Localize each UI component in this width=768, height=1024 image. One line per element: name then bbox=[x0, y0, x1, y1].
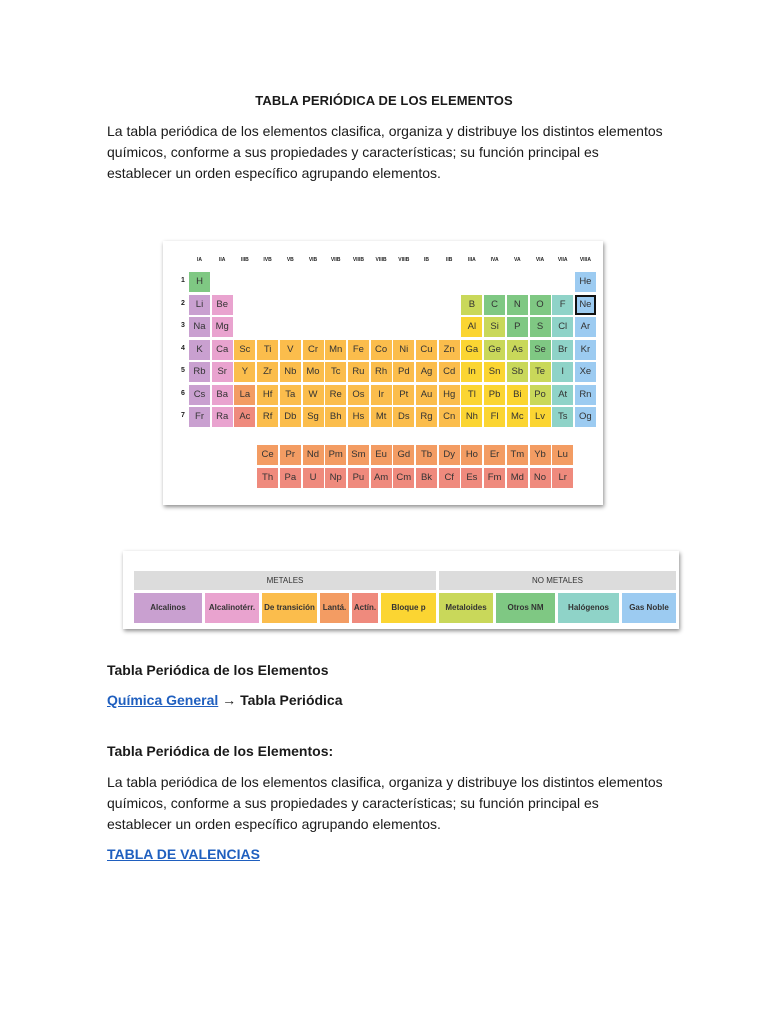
element-cell-bi: Bi bbox=[507, 385, 528, 405]
group-label: IA bbox=[197, 257, 202, 263]
legend-metals-header: METALES bbox=[134, 571, 436, 590]
group-label: VIIIB bbox=[398, 257, 410, 263]
element-cell-lr: Lr bbox=[552, 468, 573, 488]
element-cell-pr: Pr bbox=[280, 445, 301, 465]
breadcrumb-arrow-icon: → bbox=[222, 692, 237, 708]
period-label: 3 bbox=[181, 322, 185, 329]
element-cell-sn: Sn bbox=[484, 362, 505, 382]
document-title: TABLA PERIÓDICA DE LOS ELEMENTOS bbox=[255, 93, 513, 108]
element-cell-pb: Pb bbox=[484, 385, 505, 405]
element-cell-rg: Rg bbox=[416, 407, 437, 427]
element-cell-zn: Zn bbox=[439, 340, 460, 360]
element-cell-lv: Lv bbox=[530, 407, 551, 427]
element-cell-ta: Ta bbox=[280, 385, 301, 405]
element-cell-ds: Ds bbox=[393, 407, 414, 427]
element-cell-tl: Tl bbox=[461, 385, 482, 405]
element-cell-li: Li bbox=[189, 295, 210, 315]
element-cell-kr: Kr bbox=[575, 340, 596, 360]
element-cell-ru: Ru bbox=[348, 362, 369, 382]
legend-item: Lantá. bbox=[320, 593, 349, 623]
element-cell-rf: Rf bbox=[257, 407, 278, 427]
element-cell-ar: Ar bbox=[575, 317, 596, 337]
element-cell-ra: Ra bbox=[212, 407, 233, 427]
element-cell-se: Se bbox=[530, 340, 551, 360]
legend-item: Metaloides bbox=[439, 593, 493, 623]
breadcrumb-current: Tabla Periódica bbox=[240, 692, 343, 708]
group-label: VIIIB bbox=[352, 257, 364, 263]
element-cell-cr: Cr bbox=[303, 340, 324, 360]
element-cell-mc: Mc bbox=[507, 407, 528, 427]
element-cell-rh: Rh bbox=[371, 362, 392, 382]
period-label: 1 bbox=[181, 277, 185, 284]
element-cell-cm: Cm bbox=[393, 468, 414, 488]
element-cell-cl: Cl bbox=[552, 317, 573, 337]
group-label: IIIB bbox=[241, 257, 249, 263]
element-cell-fr: Fr bbox=[189, 407, 210, 427]
element-cell-as: As bbox=[507, 340, 528, 360]
element-cell-tb: Tb bbox=[416, 445, 437, 465]
legend-item: Bloque p bbox=[381, 593, 436, 623]
element-cell-n: N bbox=[507, 295, 528, 315]
element-cell-ga: Ga bbox=[461, 340, 482, 360]
intro-paragraph: La tabla periódica de los elementos clasifica, organiza y distribuye los distintos elementos químicos, conforme a sus propiedades y características; su función principal es establecer un orden específico agrupando elementos. bbox=[107, 123, 663, 181]
group-label: VIIIA bbox=[579, 257, 591, 263]
element-cell-sb: Sb bbox=[507, 362, 528, 382]
element-cell-ac: Ac bbox=[234, 407, 255, 427]
element-cell-p: P bbox=[507, 317, 528, 337]
element-cell-bh: Bh bbox=[325, 407, 346, 427]
element-cell-si: Si bbox=[484, 317, 505, 337]
element-cell-bk: Bk bbox=[416, 468, 437, 488]
legend-item: Actín. bbox=[352, 593, 378, 623]
element-cell-ca: Ca bbox=[212, 340, 233, 360]
group-label: IB bbox=[424, 257, 429, 263]
period-label: 2 bbox=[181, 299, 185, 307]
group-label: IIA bbox=[218, 257, 226, 263]
element-cell-tm: Tm bbox=[507, 445, 528, 465]
legend-item: Alcalinos bbox=[134, 593, 202, 623]
element-cell-hs: Hs bbox=[348, 407, 369, 427]
element-cell-pu: Pu bbox=[348, 468, 369, 488]
element-cell-at: At bbox=[552, 385, 573, 405]
period-label: 4 bbox=[181, 344, 185, 352]
section-heading: Tabla Periódica de los Elementos bbox=[107, 662, 329, 678]
legend-item: De transición bbox=[262, 593, 317, 623]
periodic-table-legend bbox=[123, 551, 679, 629]
legend-item: Alcalinotérr. bbox=[205, 593, 259, 623]
legend-item: Otros NM bbox=[496, 593, 555, 623]
element-cell-hg: Hg bbox=[439, 385, 460, 405]
group-label: IIB bbox=[445, 257, 453, 263]
element-cell-ir: Ir bbox=[371, 385, 392, 405]
element-cell-c: C bbox=[484, 295, 505, 315]
legend-nonmetals-header: NO METALES bbox=[439, 571, 676, 590]
element-cell-na: Na bbox=[189, 317, 210, 337]
element-cell-mt: Mt bbox=[371, 407, 392, 427]
element-cell-u: U bbox=[303, 468, 324, 488]
period-label: 5 bbox=[181, 367, 185, 374]
element-cell-re: Re bbox=[325, 385, 346, 405]
element-cell-f: F bbox=[552, 295, 573, 315]
element-cell-rb: Rb bbox=[189, 362, 210, 382]
element-cell-al: Al bbox=[461, 317, 482, 337]
breadcrumb-link-quimica-general[interactable]: Química General bbox=[107, 692, 219, 708]
element-cell-sc: Sc bbox=[234, 340, 255, 360]
group-label: IVA bbox=[490, 257, 499, 263]
element-cell-xe: Xe bbox=[575, 362, 596, 382]
element-cell-og: Og bbox=[575, 407, 596, 427]
element-cell-cd: Cd bbox=[439, 362, 460, 382]
element-cell-mn: Mn bbox=[325, 340, 346, 360]
element-cell-ba: Ba bbox=[212, 385, 233, 405]
element-cell-nd: Nd bbox=[303, 445, 324, 465]
element-cell-gd: Gd bbox=[393, 445, 414, 465]
element-cell-au: Au bbox=[416, 385, 437, 405]
element-cell-w: W bbox=[303, 385, 324, 405]
element-cell-sm: Sm bbox=[348, 445, 369, 465]
element-cell-yb: Yb bbox=[530, 445, 551, 465]
element-cell-k: K bbox=[189, 340, 210, 360]
group-label: VIIA bbox=[557, 257, 568, 263]
element-cell-tc: Tc bbox=[325, 362, 346, 382]
group-label: VIA bbox=[535, 257, 545, 263]
element-cell-nh: Nh bbox=[461, 407, 482, 427]
element-cell-pa: Pa bbox=[280, 468, 301, 488]
element-cell-ti: Ti bbox=[257, 340, 278, 360]
body-paragraph: La tabla periódica de los elementos clasifica, organiza y distribuye los distintos elementos químicos, conforme a sus propiedades y características; su función principal es establecer un orden específico agrupando elementos. bbox=[107, 774, 663, 832]
element-cell-o: O bbox=[530, 295, 551, 315]
element-cell-h: H bbox=[189, 272, 210, 292]
element-cell-no: No bbox=[530, 468, 551, 488]
element-cell-fl: Fl bbox=[484, 407, 505, 427]
element-cell-sr: Sr bbox=[212, 362, 233, 382]
element-cell-db: Db bbox=[280, 407, 301, 427]
element-cell-fe: Fe bbox=[348, 340, 369, 360]
valencias-link[interactable]: TABLA DE VALENCIAS bbox=[107, 846, 260, 862]
element-cell-sg: Sg bbox=[303, 407, 324, 427]
group-label: IIIA bbox=[468, 257, 476, 263]
element-cell-la: La bbox=[234, 385, 255, 405]
element-cell-er: Er bbox=[484, 445, 505, 465]
element-cell-b: B bbox=[461, 295, 482, 315]
element-cell-dy: Dy bbox=[439, 445, 460, 465]
element-cell-mo: Mo bbox=[303, 362, 324, 382]
element-cell-ag: Ag bbox=[416, 362, 437, 382]
group-label: VA bbox=[514, 257, 521, 263]
element-cell-cu: Cu bbox=[416, 340, 437, 360]
element-cell-i: I bbox=[552, 362, 573, 382]
element-cell-ge: Ge bbox=[484, 340, 505, 360]
period-label: 6 bbox=[181, 389, 185, 397]
element-cell-he: He bbox=[575, 272, 596, 292]
element-cell-te: Te bbox=[530, 362, 551, 382]
group-label: VIIIB bbox=[375, 257, 387, 263]
element-cell-v: V bbox=[280, 340, 301, 360]
element-cell-co: Co bbox=[371, 340, 392, 360]
group-label: VIB bbox=[308, 257, 318, 263]
element-cell-cf: Cf bbox=[439, 468, 460, 488]
periodic-table-figure bbox=[163, 241, 603, 505]
legend-item: Gas Noble bbox=[622, 593, 676, 623]
element-cell-cn: Cn bbox=[439, 407, 460, 427]
element-cell-zr: Zr bbox=[257, 362, 278, 382]
element-cell-th: Th bbox=[257, 468, 278, 488]
group-label: VB bbox=[286, 257, 294, 263]
element-cell-po: Po bbox=[530, 385, 551, 405]
element-cell-np: Np bbox=[325, 468, 346, 488]
section-heading-2: Tabla Periódica de los Elementos: bbox=[107, 743, 334, 759]
element-cell-be: Be bbox=[212, 295, 233, 315]
breadcrumb bbox=[107, 692, 343, 708]
group-label: VIIB bbox=[330, 257, 341, 263]
element-cell-ni: Ni bbox=[393, 340, 414, 360]
period-label: 7 bbox=[181, 412, 185, 419]
element-cell-s: S bbox=[530, 317, 551, 337]
element-cell-in: In bbox=[461, 362, 482, 382]
element-cell-es: Es bbox=[461, 468, 482, 488]
group-label: IVB bbox=[263, 257, 272, 263]
element-cell-eu: Eu bbox=[371, 445, 392, 465]
element-cell-os: Os bbox=[348, 385, 369, 405]
element-cell-mg: Mg bbox=[212, 317, 233, 337]
element-cell-ho: Ho bbox=[461, 445, 482, 465]
element-cell-fm: Fm bbox=[484, 468, 505, 488]
element-cell-am: Am bbox=[371, 468, 392, 488]
element-cell-lu: Lu bbox=[552, 445, 573, 465]
element-cell-ts: Ts bbox=[552, 407, 573, 427]
element-cell-nb: Nb bbox=[280, 362, 301, 382]
element-cell-cs: Cs bbox=[189, 385, 210, 405]
element-cell-pd: Pd bbox=[393, 362, 414, 382]
element-cell-y: Y bbox=[234, 362, 255, 382]
element-cell-pm: Pm bbox=[325, 445, 346, 465]
element-cell-ne: Ne bbox=[575, 295, 596, 315]
element-cell-br: Br bbox=[552, 340, 573, 360]
legend-item: Halógenos bbox=[558, 593, 619, 623]
element-cell-pt: Pt bbox=[393, 385, 414, 405]
element-cell-rn: Rn bbox=[575, 385, 596, 405]
element-cell-hf: Hf bbox=[257, 385, 278, 405]
element-cell-ce: Ce bbox=[257, 445, 278, 465]
element-cell-md: Md bbox=[507, 468, 528, 488]
